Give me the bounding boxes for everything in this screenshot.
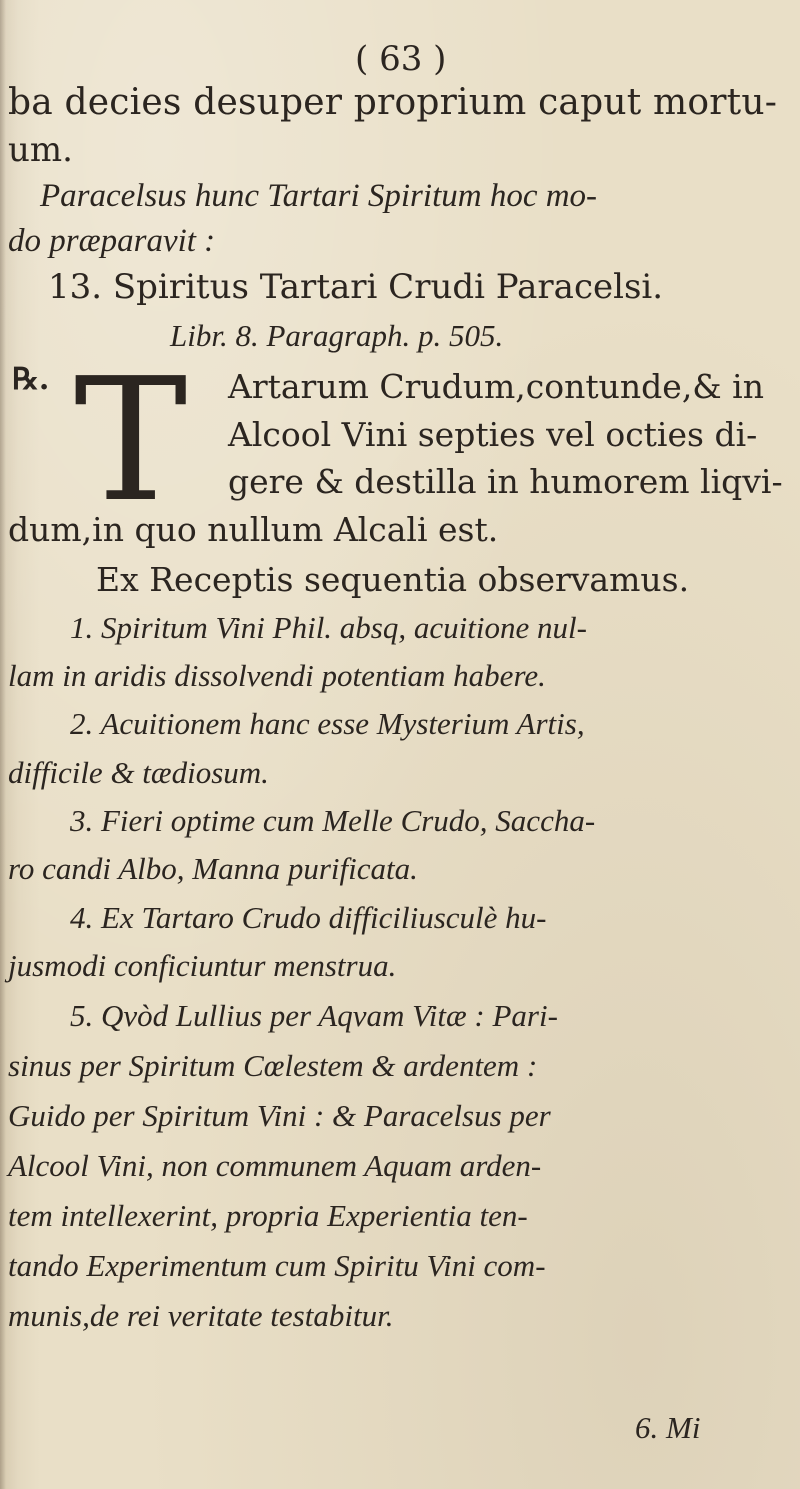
text-line: Ex Receptis sequentia observamus. — [96, 560, 690, 599]
text-line: Guido per Spiritum Vini : & Paracelsus per — [8, 1098, 551, 1133]
text-line: 5. Qvòd Lullius per Aqvam Vitæ : Pari- — [70, 998, 558, 1033]
text-line: difficile & tædiosum. — [8, 755, 269, 790]
text-line: do præparavit : — [8, 223, 216, 259]
text-line: 2. Acuitionem hanc esse Mysterium Artis, — [70, 706, 585, 741]
section-heading: 13. Spiritus Tartari Crudi Paracelsi. — [48, 267, 664, 307]
text-line: jusmodi conficiuntur menstrua. — [8, 948, 397, 983]
text-line: 1. Spiritum Vini Phil. absq, acuitione nul- — [70, 610, 587, 645]
text-line: 3. Fieri optime cum Melle Crudo, Saccha- — [70, 803, 596, 838]
text-line: tem intellexerint, propria Experientia ten- — [8, 1198, 528, 1233]
text-line: lam in aridis dissolvendi potentiam habere. — [8, 658, 546, 693]
recipe-symbol: ℞. — [12, 362, 50, 397]
text-line: munis,de rei veritate testabitur. — [8, 1298, 394, 1333]
text-line: Artarum Crudum,contunde,& in — [228, 367, 764, 406]
text-line: tando Experimentum cum Spiritu Vini com- — [8, 1248, 546, 1283]
text-line: 4. Ex Tartaro Crudo difficiliusculè hu- — [70, 900, 547, 935]
catchword: 6. Mi — [635, 1410, 701, 1445]
text-line: ba decies desuper proprium caput mortu- — [8, 82, 778, 123]
drop-cap: T — [74, 342, 188, 540]
text-line: sinus per Spiritum Cœlestem & ardentem : — [8, 1048, 538, 1083]
text-line: dum,in quo nullum Alcali est. — [8, 510, 499, 549]
text-line: Paracelsus hunc Tartari Spiritum hoc mo- — [40, 178, 598, 214]
reference-line: Libr. 8. Paragraph. p. 505. — [170, 318, 504, 353]
text-line: gere & destilla in humorem liqvi- — [228, 462, 783, 501]
page-number: ( 63 ) — [355, 39, 447, 79]
binding-edge — [0, 0, 6, 1489]
text-line: Alcool Vini, non communem Aquam arden- — [8, 1148, 542, 1183]
text-line: um. — [8, 130, 73, 170]
text-line: ro candi Albo, Manna purificata. — [8, 851, 418, 886]
text-line: Alcool Vini septies vel octies di- — [228, 415, 758, 454]
